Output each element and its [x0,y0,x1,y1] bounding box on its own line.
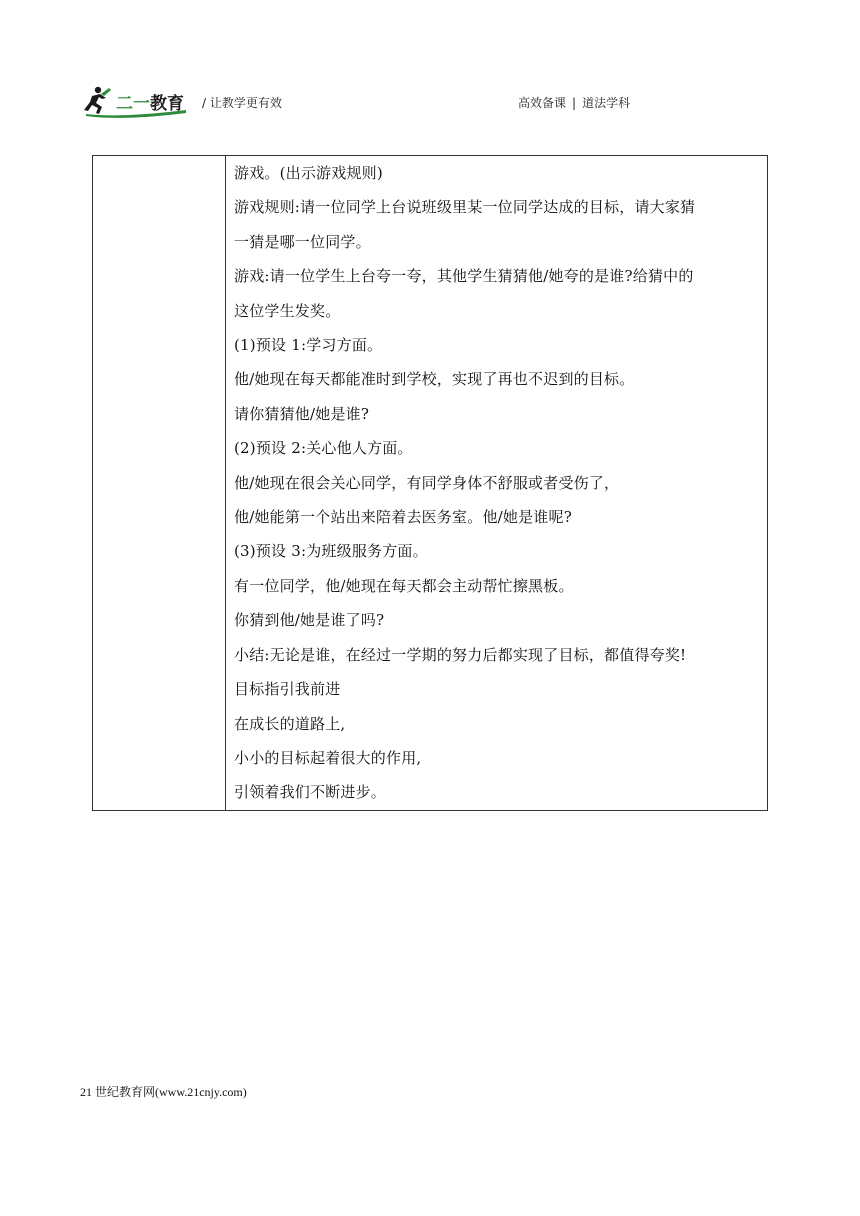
lesson-line: 小结:无论是谁，在经过一学期的努力后都实现了目标，都值得夸奖! [234,645,687,664]
page-footer: 21 世纪教育网(www.21cnjy.com) [80,1085,247,1099]
lesson-line: 游戏规则:请一位同学上台说班级里某一位同学达成的目标，请大家猜 [234,198,696,217]
header-subject [518,94,630,111]
svg-text:教育: 教育 [150,94,184,114]
lesson-line: (2)预设 2:关心他人方面。 [234,439,413,458]
lesson-line: 一猜是哪一位同学。 [234,232,371,251]
lesson-line: 游戏:请一位学生上台夸一夸，其他学生猜猜他/她夸的是谁?给猜中的 [234,267,694,286]
lesson-line: 他/她能第一个站出来陪着去医务室。他/她是谁呢? [234,508,572,527]
header-subject-label: 道法学科 [582,96,631,110]
table-row [93,156,768,811]
lesson-line: 游戏。(出示游戏规则) [234,164,383,182]
lesson-line: 小小的目标起着很大的作用, [234,748,422,767]
left-cell [93,156,226,811]
lesson-line: (1)预设 1:学习方面。 [234,336,383,355]
lesson-line: 他/她现在每天都能准时到学校，实现了再也不迟到的目标。 [234,370,635,389]
lesson-content-cell [226,156,768,811]
lesson-line: 引领着我们不断进步。 [234,783,387,802]
header-course-label: 高效备课 [518,96,567,110]
logo-icon [82,84,192,118]
lesson-line: 你猜到他/她是谁了吗? [234,611,385,630]
lesson-line: 有一位同学，他/她现在每天都会主动帮忙擦黑板。 [234,576,574,595]
lesson-line: 这位学生发奖。 [234,301,341,320]
lesson-line: 请你猜猜他/她是谁? [234,404,370,423]
lesson-line: 目标指引我前进 [234,680,341,699]
lesson-line: (3)预设 3:为班级服务方面。 [234,542,428,561]
page-header [82,84,782,120]
svg-text:二一: 二一 [116,94,150,114]
lesson-line: 在成长的道路上, [234,714,346,733]
lesson-table [92,155,768,811]
header-slogan: / 让教学更有效 [202,96,282,110]
lesson-line: 他/她现在很会关心同学，有同学身体不舒服或者受伤了， [234,473,620,492]
header-separator: | [572,96,577,110]
